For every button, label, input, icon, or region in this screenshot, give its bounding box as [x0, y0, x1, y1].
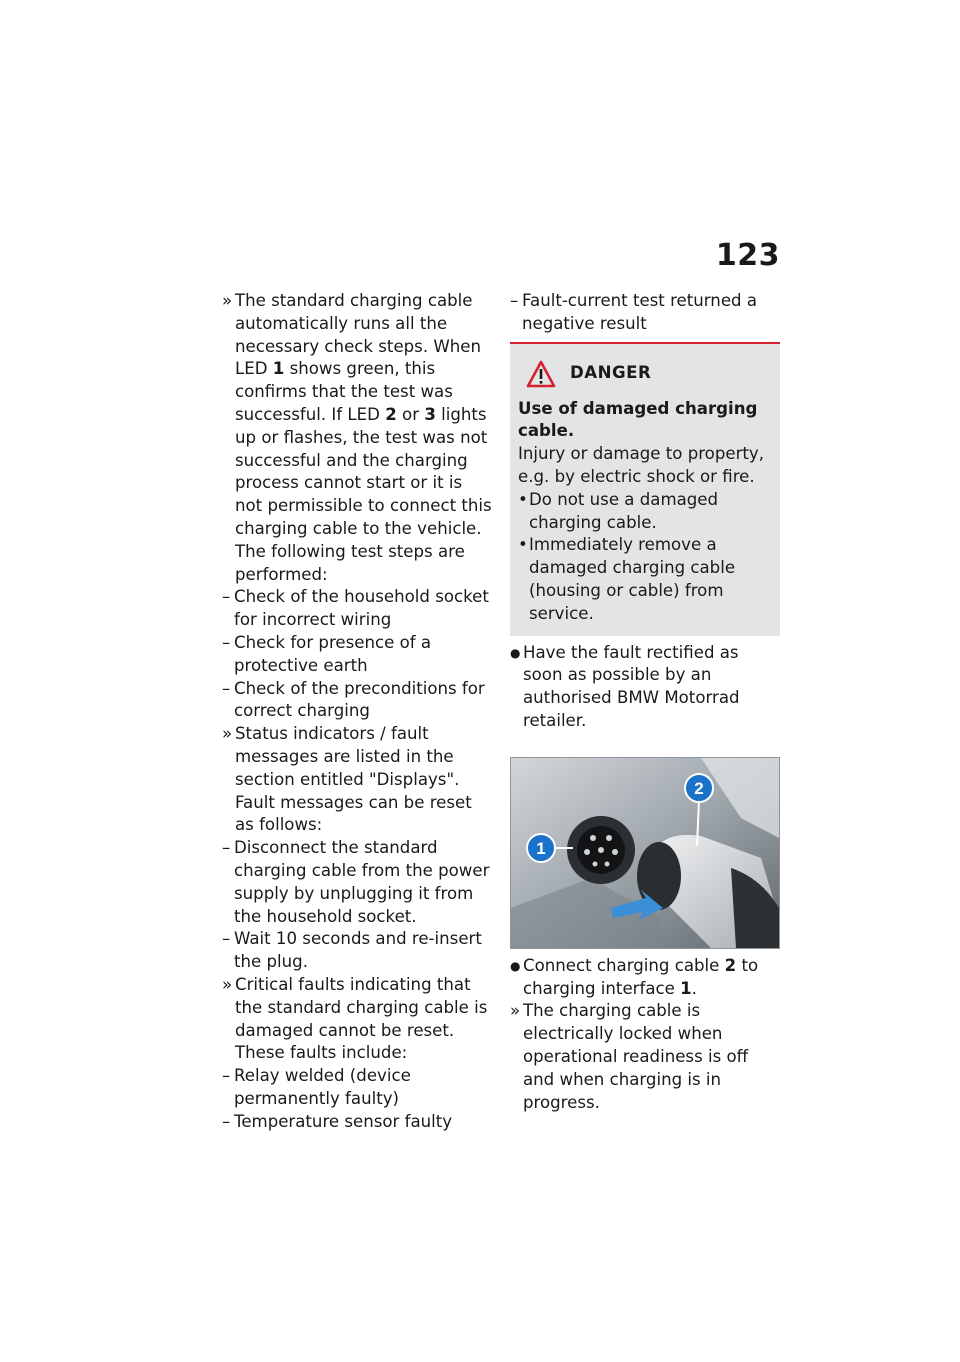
danger-warning-box	[510, 342, 780, 636]
charging-illustration	[511, 758, 779, 948]
list-item: – Check for presence of a protective earth	[222, 632, 432, 675]
result-marker: »	[222, 291, 233, 310]
action-connect-cable: ● Connect charging cable 2 to charging interface 1.	[510, 955, 759, 998]
list-item: – Relay welded (device permanently faulty)	[222, 1066, 411, 1108]
list-item: • Do not use a damaged charging cable.	[518, 489, 719, 532]
list-item: – Check of the preconditions for correct charging	[222, 678, 485, 721]
list-item: – Temperature sensor faulty	[222, 1111, 453, 1131]
danger-subtitle: Use of damaged charging cable.	[518, 398, 758, 441]
result-critical-faults: » Critical faults indicating that the standard charging cable is damaged cannot be reset. These faults include:	[222, 974, 488, 1063]
right-column	[510, 290, 780, 1114]
list-item: – Fault-current test returned a negative result	[510, 291, 758, 333]
led-ref-3: 3	[424, 404, 436, 424]
led-ref-1: 1	[272, 359, 285, 379]
result-cable-locked: » The charging cable is electrically locked when operational readiness is off and when charging is in progress.	[510, 1001, 749, 1112]
danger-title: DANGER	[570, 363, 652, 383]
list-item: – Check of the household socket for incorrect wiring	[222, 587, 489, 630]
list-item: – Wait 10 seconds and re-insert the plug.	[222, 929, 482, 972]
led-ref-2: 2	[385, 404, 397, 424]
list-item: – Disconnect the standard charging cable from the power supply by unplugging it from the household socket.	[222, 838, 490, 926]
list-item: • Immediately remove a damaged charging cable (housing or cable) from service.	[518, 535, 736, 623]
action-rectify-fault: ● Have the fault rectified as soon as possible by an authorised BMW Motorrad retailer.	[510, 642, 740, 730]
result-standard-cable: » The standard charging cable automatically runs all the necessary check steps. When LED 1 shows green, this confirms that the test was successful. If LED 2 or 3 lights up or flashes, the test was not successful and the charging process cannot start or it is not permissible to connect this charging cable to the vehicle. The following test steps are performed:	[222, 291, 492, 584]
danger-header	[526, 356, 772, 392]
charging-interface-photo	[510, 757, 780, 949]
left-column	[222, 290, 492, 1133]
result-status-indicators: » Status indicators / fault messages are listed in the section entitled "Displays". Fault messages can be reset as follows:	[222, 724, 472, 835]
callout-2: 2	[694, 778, 704, 798]
danger-text: Injury or damage to property, e.g. by electric shock or fire.	[518, 444, 764, 486]
warning-triangle-icon	[526, 360, 556, 388]
callout-1: 1	[536, 838, 546, 858]
page-number: 123	[715, 238, 780, 273]
